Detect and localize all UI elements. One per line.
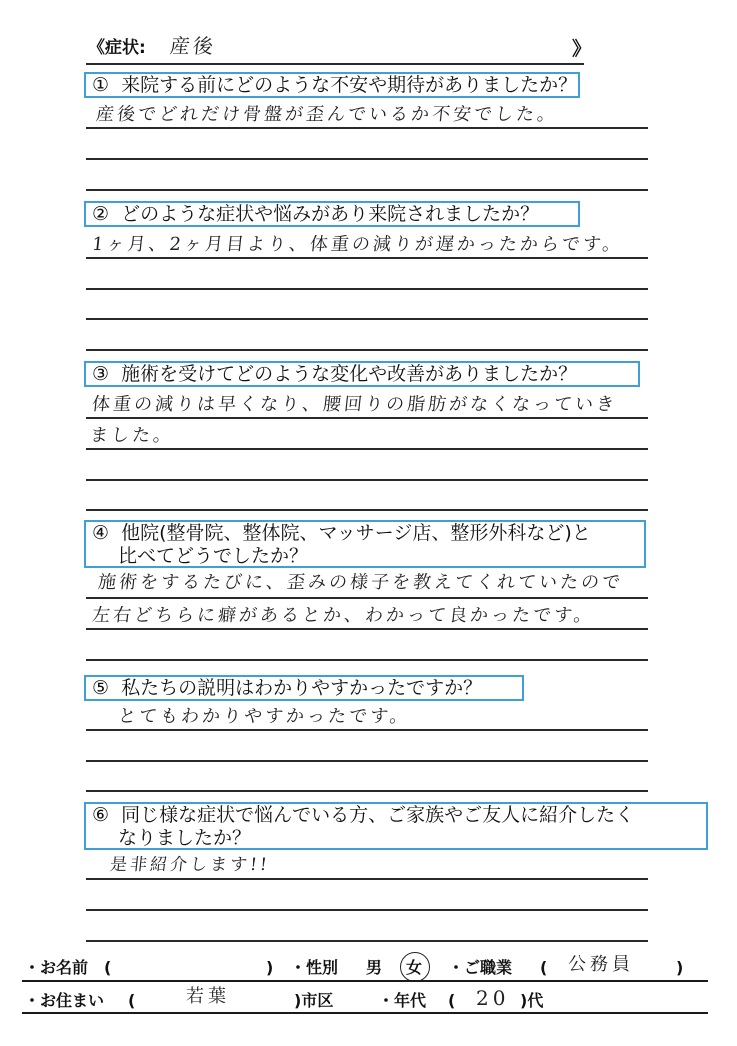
gender-label: ・性別 <box>290 958 339 977</box>
answer-1-line-1: 産後でどれだけ骨盤が歪んでいるか不安でした。 <box>94 104 560 125</box>
job-value: 公務員 <box>568 954 634 975</box>
question-4-text: ④ 他院(整骨院、整体院、マッサージ店、整形外科など)と <box>92 522 591 544</box>
job-open-paren: ( <box>540 958 548 977</box>
name-label: ・お名前 <box>24 958 89 977</box>
q6-rule-3 <box>86 940 648 942</box>
answer-4-line-1: 施術をするたびに、歪みの様子を教えてくれていたので <box>96 572 625 593</box>
header-value: 産後 <box>168 34 218 58</box>
job-label: ・ご職業 <box>448 958 513 977</box>
q3-rule-2 <box>86 448 648 450</box>
answer-4-line-2: 左右どちらに癖があるとか、わかって良かったです。 <box>90 605 596 626</box>
q2-rule-3 <box>86 318 648 320</box>
question-4-number: ④ <box>92 522 110 544</box>
address-label: ・お住まい <box>24 991 105 1010</box>
q5-rule-1 <box>86 729 648 731</box>
question-2-number: ② <box>92 203 110 225</box>
q6-rule-2 <box>86 909 648 911</box>
question-2-text: ② どのような症状や悩みがあり来院されましたか？ <box>92 203 540 225</box>
q3-rule-3 <box>86 479 648 481</box>
question-6-text: ⑥ 同じ様な症状で悩んでいる方、ご家族やご友人に紹介したく <box>92 804 635 826</box>
q4-rule-3 <box>86 659 648 661</box>
name-close-paren: ) <box>266 958 274 977</box>
question-6-number: ⑥ <box>92 804 110 826</box>
age-label: ・年代 <box>378 991 427 1010</box>
q4-rule-1 <box>86 597 648 599</box>
q1-rule-1 <box>86 127 648 129</box>
gender-female: 女 <box>406 958 423 977</box>
q1-rule-2 <box>86 158 648 160</box>
address-value: 若葉 <box>186 986 230 1007</box>
name-open-paren: ( <box>104 958 112 977</box>
q3-rule-4 <box>86 509 648 511</box>
q1-rule-3 <box>86 189 648 191</box>
job-close-paren: ) <box>676 958 684 977</box>
answer-3-line-2: ました。 <box>88 425 176 446</box>
answer-6-line-1: 是非紹介します!! <box>109 855 271 875</box>
q2-rule-2 <box>86 288 648 290</box>
answer-5-line-1: とてもわかりやすかったです。 <box>116 706 412 727</box>
question-6-text-2: なりましたか？ <box>118 827 252 849</box>
answer-3-line-1: 体重の減りは早くなり、腰回りの脂肪がなくなっていき <box>90 394 619 415</box>
q4-rule-2 <box>86 628 648 630</box>
footer-rule-2 <box>22 1012 708 1014</box>
question-3-number: ③ <box>92 363 110 385</box>
question-3-text: ③ 施術を受けてどのような変化や改善がありましたか？ <box>92 363 578 385</box>
q2-rule-1 <box>86 257 648 259</box>
question-1-text: ① 来院する前にどのような不安や期待がありましたか？ <box>92 74 578 96</box>
symptom-header <box>88 40 146 57</box>
footer-rule-1 <box>22 980 708 982</box>
question-1-number: ① <box>92 74 110 96</box>
address-close-city: )市区 <box>294 991 334 1010</box>
question-5-number: ⑤ <box>92 677 110 699</box>
q2-rule-4 <box>86 349 648 351</box>
age-close-suffix: )代 <box>520 991 544 1010</box>
address-open-paren: ( <box>128 991 136 1010</box>
age-value: 20 <box>476 986 510 1010</box>
header-label: 症状: <box>105 38 146 58</box>
question-5-text: ⑤ 私たちの説明はわかりやすかったですか？ <box>92 677 483 699</box>
header-rule <box>86 63 584 65</box>
header-close-bracket: 》 <box>572 38 592 60</box>
age-open-paren: ( <box>448 991 456 1010</box>
answer-2-line-1: 1ヶ月、2ヶ月目より、体重の減りが遅かったからです。 <box>90 234 625 255</box>
gender-male: 男 <box>366 958 383 977</box>
q6-rule-1 <box>86 878 648 880</box>
header-open-bracket: 《 <box>88 38 105 58</box>
q5-rule-3 <box>86 790 648 792</box>
q5-rule-2 <box>86 760 648 762</box>
q3-rule-1 <box>86 417 648 419</box>
question-4-text-2: 比べてどうでしたか？ <box>118 545 309 567</box>
